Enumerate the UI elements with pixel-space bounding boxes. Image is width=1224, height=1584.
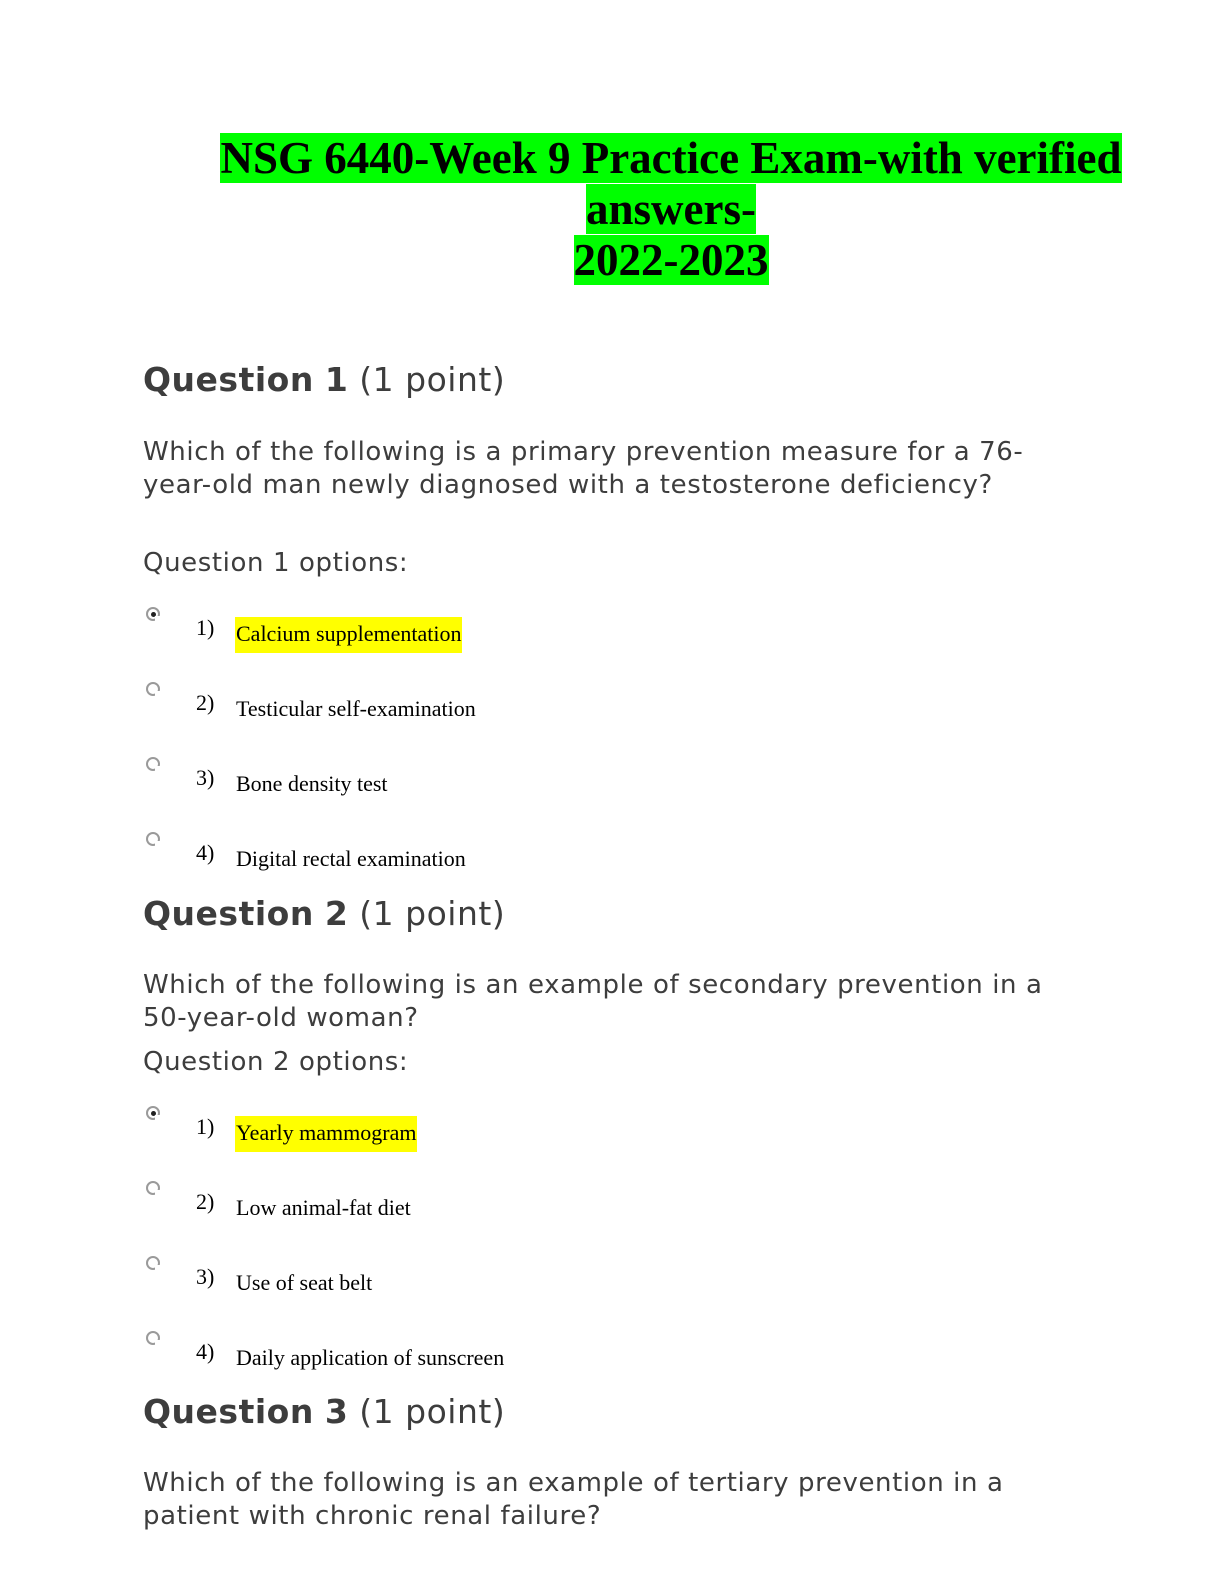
option-label: Daily application of sunscreen xyxy=(236,1345,505,1370)
question-label: Question xyxy=(143,1392,314,1431)
question-2-options-label: Question 2 options: xyxy=(143,1047,409,1077)
radio-button-selected[interactable] xyxy=(146,1106,160,1120)
radio-button[interactable] xyxy=(146,682,160,696)
option-number: 3) xyxy=(196,1264,215,1289)
option-label: Testicular self-examination xyxy=(236,696,476,721)
question-3-text: Which of the following is an example of tertiary prevention in a patient with chronic renal failure? xyxy=(143,1468,1004,1531)
option-label: Use of seat belt xyxy=(236,1270,373,1295)
option-number: 2) xyxy=(196,1189,215,1214)
option-label: Calcium supplementation xyxy=(235,617,462,653)
question-1-text: Which of the following is a primary prevention measure for a 76-year-old man newly diagnosed with a testosterone deficiency? xyxy=(143,437,1024,500)
question-points: (1 point) xyxy=(359,1392,506,1431)
option-label: Low animal-fat diet xyxy=(236,1195,411,1220)
option-number: 1) xyxy=(196,615,215,640)
question-points: (1 point) xyxy=(359,360,506,399)
question-label: Question xyxy=(143,360,314,399)
question-points: (1 point) xyxy=(359,894,506,933)
option-label: Yearly mammogram xyxy=(235,1116,417,1152)
question-3-heading xyxy=(143,1392,505,1431)
question-2-text: Which of the following is an example of secondary prevention in a 50-year-old woman? xyxy=(143,970,1043,1033)
question-1-options-label: Question 1 options: xyxy=(143,548,409,578)
title-line-1: NSG 6440-Week 9 Practice Exam-with verified answers- xyxy=(220,133,1122,234)
radio-button[interactable] xyxy=(146,1181,160,1195)
option-number: 4) xyxy=(196,840,215,865)
question-number: 2 xyxy=(324,894,349,933)
question-label: Question xyxy=(143,894,314,933)
radio-button[interactable] xyxy=(146,1256,160,1270)
option-number: 4) xyxy=(196,1339,215,1364)
radio-button-selected[interactable] xyxy=(146,607,160,621)
document-title xyxy=(145,133,1197,286)
option-number: 3) xyxy=(196,765,215,790)
option-label: Digital rectal examination xyxy=(236,846,466,871)
question-2-heading xyxy=(143,894,505,933)
question-1-heading xyxy=(143,360,505,399)
title-line-2: 2022-2023 xyxy=(573,235,769,285)
option-number: 2) xyxy=(196,690,215,715)
radio-button[interactable] xyxy=(146,757,160,771)
question-number: 1 xyxy=(324,360,349,399)
radio-button[interactable] xyxy=(146,1331,160,1345)
option-number: 1) xyxy=(196,1114,215,1139)
question-number: 3 xyxy=(324,1392,349,1431)
option-label: Bone density test xyxy=(236,771,388,796)
radio-button[interactable] xyxy=(146,832,160,846)
